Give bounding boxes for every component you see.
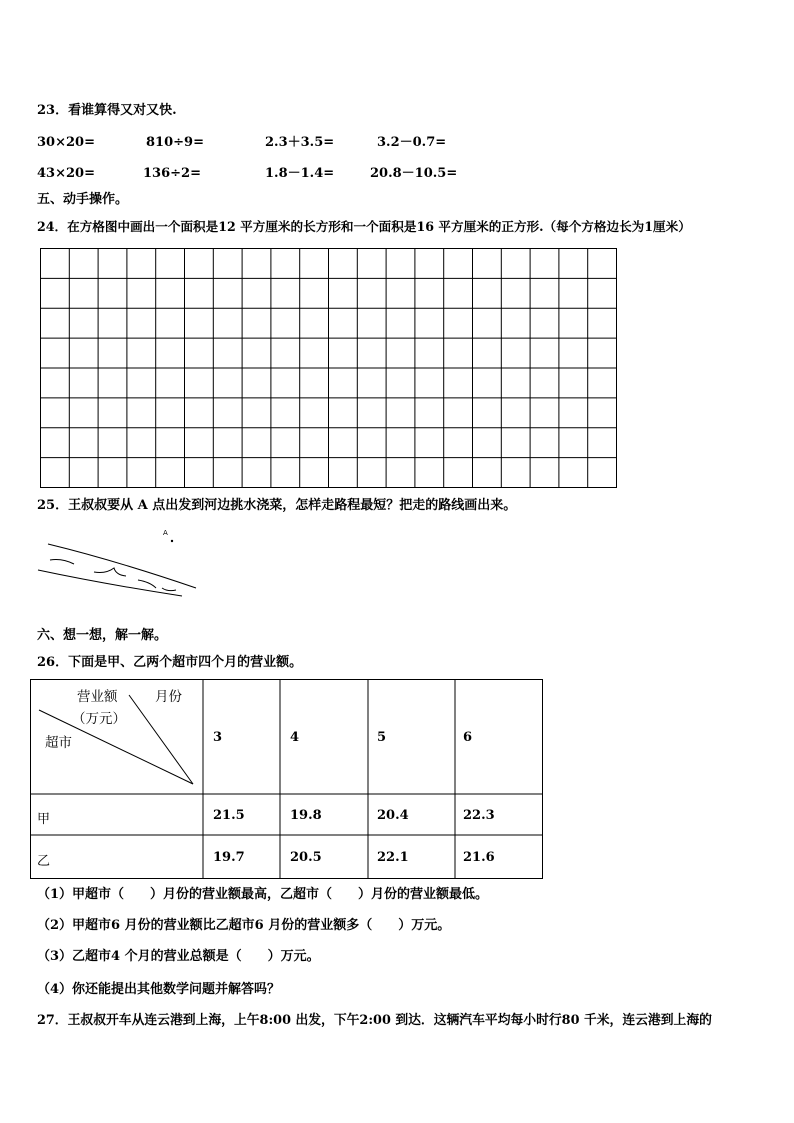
q24-title: 24．在方格图中画出一个面积是12 平方厘米的长方形和一个面积是16 平方厘米的正方形.（每个方格边长为1厘米） — [37, 219, 691, 234]
q26-title: 26．下面是甲、乙两个超市四个月的营业额。 — [37, 655, 303, 670]
q23-expr-2: 810÷9= — [146, 135, 204, 150]
q23-expr-1: 30×20= — [37, 135, 95, 150]
q23-expr-3: 2.3＋3.5= — [265, 135, 335, 150]
yi-value-6: 21.6 — [463, 850, 495, 865]
header-month-label: 月份 — [155, 689, 182, 705]
store-yi-label: 乙 — [37, 854, 51, 869]
q23-title: 23．看谁算得又对又快. — [37, 103, 177, 118]
header-revenue-label: 营业额 — [77, 689, 118, 705]
q26-sub2: （2）甲超市6 月份的营业额比乙超市6 月份的营业额多（ ）万元。 — [37, 918, 451, 933]
river-wave-2 — [94, 568, 126, 576]
jia-value-6: 22.3 — [463, 808, 495, 823]
month-header-3: 3 — [213, 730, 223, 745]
q27-title: 27．王叔叔开车从连云港到上海，上午8:00 出发，下午2:00 到达．这辆汽车平均每小时行80 千米，连云港到上海的 — [37, 1013, 712, 1028]
month-header-5: 5 — [377, 730, 387, 745]
q23-expr-6: 136÷2= — [143, 166, 201, 181]
point-a-label: A — [163, 529, 168, 537]
river-bank-lower — [38, 570, 182, 596]
river-wave-4 — [162, 588, 176, 591]
q26-sub3: （3）乙超市4 个月的营业总额是（ ）万元。 — [37, 949, 320, 964]
revenue-table — [30, 679, 543, 879]
river-wave-3 — [138, 580, 156, 588]
river-diagram — [34, 522, 204, 597]
section-6-heading: 六、想一想，解一解。 — [37, 628, 168, 643]
q23-expr-5: 43×20= — [37, 166, 95, 181]
q23-expr-8: 20.8－10.5= — [370, 166, 458, 181]
jia-value-5: 20.4 — [377, 808, 409, 823]
yi-value-3: 19.7 — [213, 850, 245, 865]
header-unit-label: （万元） — [72, 711, 126, 727]
river-wave-1 — [50, 560, 74, 565]
store-jia-label: 甲 — [37, 812, 51, 827]
q26-sub1: （1）甲超市（ ）月份的营业额最高，乙超市（ ）月份的营业额最低。 — [37, 887, 489, 902]
point-a-marker — [171, 540, 173, 542]
month-header-4: 4 — [290, 730, 300, 745]
header-diagonal-2 — [129, 695, 193, 784]
section-5-heading: 五、动手操作。 — [37, 192, 129, 207]
jia-value-4: 19.8 — [290, 808, 322, 823]
yi-value-4: 20.5 — [290, 850, 322, 865]
header-store-label: 超市 — [45, 735, 72, 751]
q23-expr-7: 1.8－1.4= — [265, 166, 335, 181]
q25-title: 25．王叔叔要从 A 点出发到河边挑水浇菜，怎样走路程最短？把走的路线画出来。 — [37, 498, 517, 513]
q23-expr-4: 3.2－0.7= — [377, 135, 447, 150]
jia-value-3: 21.5 — [213, 808, 245, 823]
month-header-6: 6 — [463, 730, 473, 745]
q26-sub4: （4）你还能提出其他数学问题并解答吗？ — [37, 982, 281, 997]
river-bank-upper — [48, 544, 196, 588]
square-grid[interactable] — [40, 248, 617, 488]
yi-value-5: 22.1 — [377, 850, 409, 865]
